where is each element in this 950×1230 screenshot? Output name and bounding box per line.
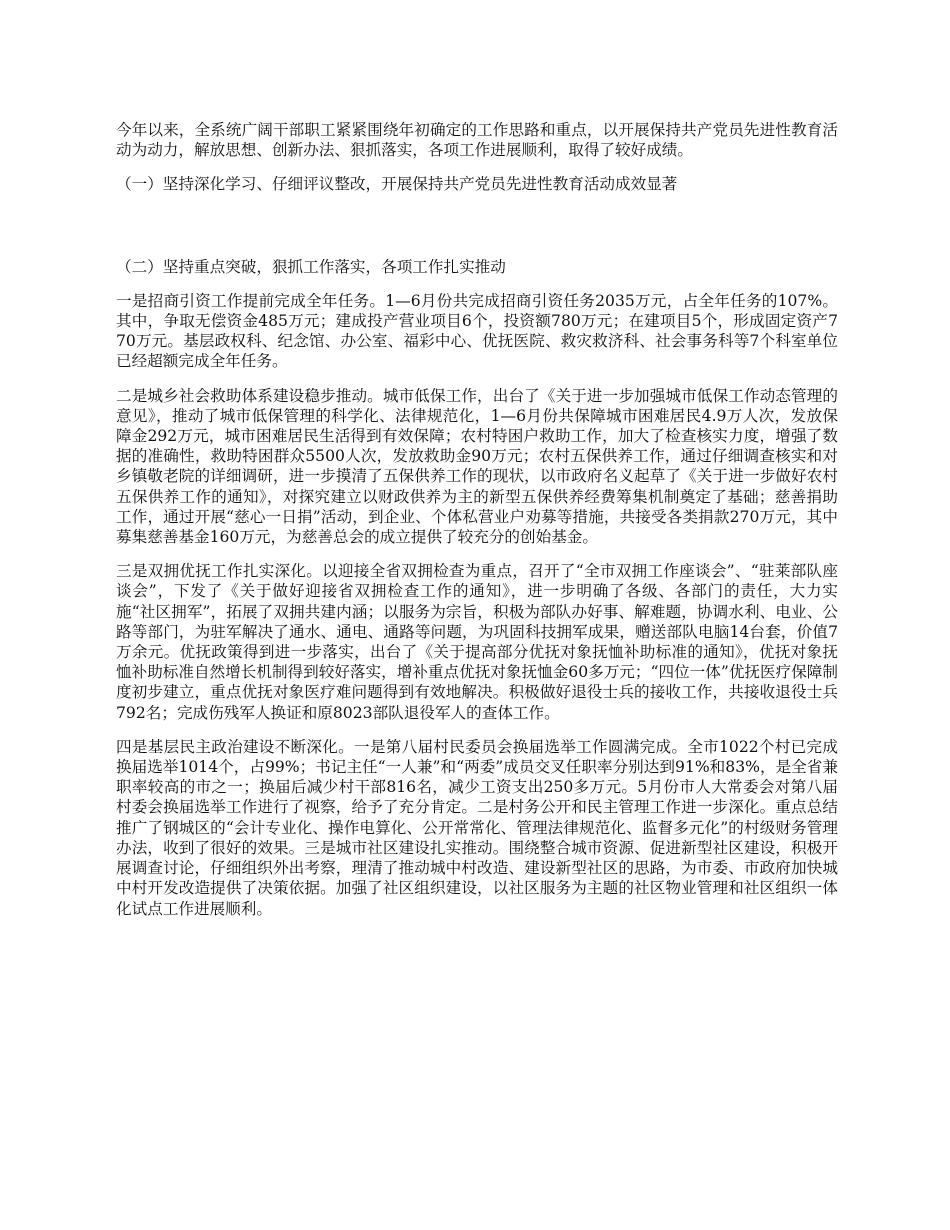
intro-paragraph: 今年以来，全系统广阔干部职工紧紧围绕年初确定的工作思路和重点，以开展保持共产党员先进性教育活动为动力，解放思想、创新办法、狠抓落实，各项工作进展顺利，取得了较好成绩。 xyxy=(116,121,838,160)
paragraph-military-support: 三是双拥优抚工作扎实深化。以迎接全省双拥检查为重点，召开了“全市双拥工作座谈会”、“驻莱部队座谈会”，下发了《关于做好迎接省双拥检查工作的通知》，进一步明确了各级、各部门的责任，大力实施“社区拥军”，拓展了双拥共建内涵；以服务为宗旨，积极为部队办好事、解难题，协调水利、电业、公路等部门，为驻军解决了通水、通电、通路等问题，为巩固科技拥军成果，赠送部队电脑14台套，价值7万余元。优抚政策得到进一步落实，出台了《关于提高部分优抚对象抚恤补助标准的通知》，优抚对象抚恤补助标准自然增长机制得到较好落实，增补重点优抚对象抚恤金60多万元；“四位一体”优抚医疗保障制度初步建立，重点优抚对象医疗难问题得到有效地解决。积极做好退役士兵的接收工作，共接收退役士兵792名；完成伤残军人换证和原8023部队退役军人的查体工作。 xyxy=(116,562,838,722)
document-page xyxy=(116,120,838,919)
paragraph-social-assistance: 二是城乡社会救助体系建设稳步推动。城市低保工作，出台了《关于进一步加强城市低保工作动态管理的意见》，推动了城市低保管理的科学化、法律规范化，1—6月份共保障城市困难居民4.9万人次，发放保障金292万元，城市困难居民生活得到有效保障；农村特困户救助工作，加大了检查核实力度，增强了数据的准确性，救助特困群众5500人次，发放救助金90万元；农村五保供养工作，通过仔细调查核实和对乡镇敬老院的详细调研，进一步摸清了五保供养工作的现状，以市政府名义起草了《关于进一步做好农村五保供养工作的通知》，对探究建立以财政供养为主的新型五保供养经费筹集机制奠定了基础；慈善捐助工作，通过开展“慈心一日捐”活动，到企业、个体私营业户劝募等措施，共接受各类捐款270万元，其中募集慈善基金160万元，为慈善总会的成立提供了较充分的创始基金。 xyxy=(116,386,838,547)
section-heading-2: （二）坚持重点突破，狠抓工作落实，各项工作扎实推动 xyxy=(116,257,506,276)
section-heading-1: （一）坚持深化学习、仔细评议整改，开展保持共产党员先进性教育活动成效显著 xyxy=(116,175,678,194)
paragraph-investment: 一是招商引资工作提前完成全年任务。1—6月份共完成招商引资任务2035万元，占全年任务的107%。其中，争取无偿资金485万元；建成投产营业项目6个，投资额780万元；在建项目5个，形成固定资产770万元。基层政权科、纪念馆、办公室、福彩中心、优抚医院、救灾救济科、社会事务科等7个科室单位已经超额完成全年任务。 xyxy=(116,291,838,371)
paragraph-grassroots-democracy: 四是基层民主政治建设不断深化。一是第八届村民委员会换届选举工作圆满完成。全市1022个村已完成换届选举1014个，占99%；书记主任“一人兼”和“两委”成员交叉任职率分别达到91%和83%，是全省兼职率较高的市之一；换届后减少村干部816名，减少工资支出250多万元。5月份市人大常委会对第八届村委会换届选举工作进行了视察，给予了充分肯定。二是村务公开和民主管理工作进一步深化。重点总结推广了钢城区的“会计专业化、操作电算化、公开常常化、管理法律规范化、监督多元化”的村级财务管理办法，收到了很好的效果。三是城市社区建设扎实推动。围绕整合城市资源、促进新型社区建设，积极开展调查讨论，仔细组织外出考察，理清了推动城中村改造、建设新型社区的思路，为市委、市政府加快城中村开发改造提供了决策依据。加强了社区组织建设，以社区服务为主题的社区物业管理和社区组织一体化试点工作进展顺利。 xyxy=(116,737,838,918)
